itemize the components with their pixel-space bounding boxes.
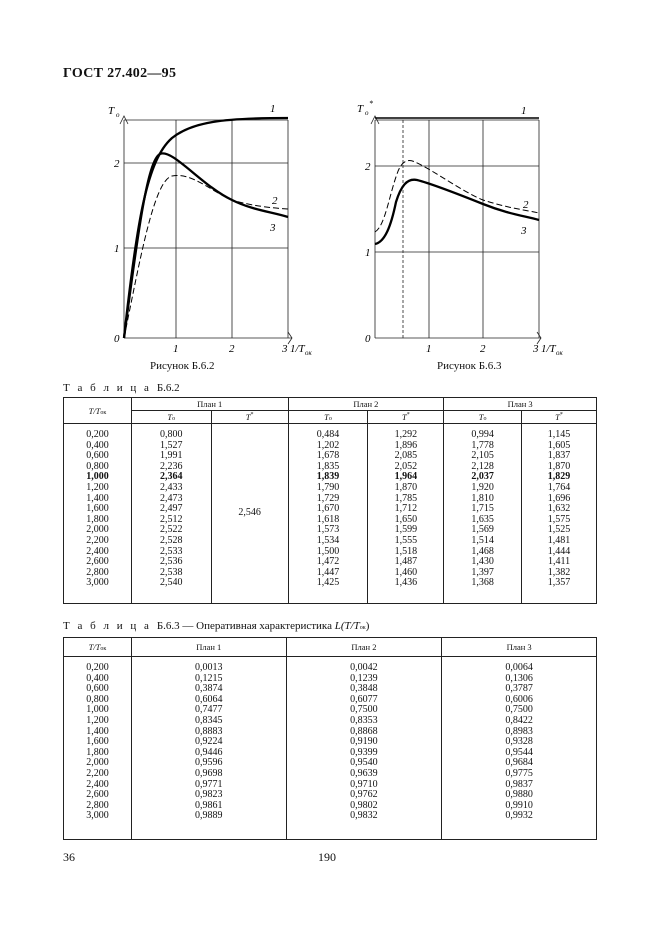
table-b63-ratio-cell: 1,200 (86, 714, 109, 726)
table-b63-plan2-cell: 0,7500 (350, 704, 378, 716)
table-b62-sub-tstar: T* (211, 411, 288, 424)
table-b63-ratio-cell: 0,600 (86, 683, 109, 695)
table-b62-plan2-tstar-cell: 1,896 (394, 439, 418, 451)
table-b62-plan3-t-cell: 1,569 (471, 524, 494, 536)
table-b62-plan1-t-cell: 1,991 (160, 450, 183, 462)
table-b62-plan3-tstar-cell: 1,357 (547, 577, 571, 589)
table-b63-plan2-cell: 0,6077 (350, 693, 378, 705)
table-b62-plan1-t-cell: 2,533 (160, 545, 183, 557)
table-b63-plan3-cell: 0,3787 (505, 683, 533, 695)
table-b63-plan3-cell: 0,9880 (505, 789, 533, 801)
fig1-ylabel: T (108, 105, 115, 117)
table-b63-plan2-cell: 0,9762 (350, 789, 378, 801)
table-b62-plan2-tstar-cell: 1,650 (394, 513, 418, 525)
table-b63-plan2-cell: 0,9639 (350, 767, 378, 779)
table-b63-plan3-cell: 0,9684 (505, 757, 533, 769)
table-b63-plan1-cell: 0,0013 (194, 662, 223, 673)
table-b62-plan2-tstar-cell: 1,785 (394, 492, 418, 504)
table-b63-ratio-header: T/Tок (64, 638, 132, 657)
table-b63-plan3-cell: 0,9775 (505, 767, 533, 779)
table-b62-plan2-t-cell: 1,534 (316, 534, 340, 546)
table-b62-col-plan3-tstar (522, 424, 597, 604)
fig1-xlabel: 1/T (290, 343, 305, 355)
fig2-xlabel-sub: ок (556, 349, 563, 357)
table-b63-ratio-cell: 1,000 (86, 704, 109, 716)
table-b63-ratio-cell: 0,800 (86, 693, 109, 705)
fig1-xtick-1: 1 (173, 343, 179, 355)
table-b62-plan2-tstar-cell: 1,518 (394, 545, 418, 557)
table-b62-plan2-tstar-cell: 1,292 (394, 429, 418, 440)
table-b62-col-plan1-t (131, 424, 211, 604)
table-b63-title-func-sub: ок (359, 625, 366, 631)
table-b62-plan3-tstar-cell: 1,696 (547, 492, 571, 504)
table-b63-plan1-cell: 0,9889 (194, 810, 223, 822)
table-b63-plan1-cell: 0,3874 (194, 683, 223, 695)
table-b62-ratio-cell: 2,400 (86, 545, 109, 557)
page-number-left: 36 (63, 850, 75, 864)
table-b62-plan2-tstar-cell: 1,599 (394, 524, 418, 536)
table-b62-plan3-tstar-cell: 1,481 (547, 534, 571, 546)
table-b63-title-func: L(T/T (334, 620, 360, 632)
figure-b63 (357, 99, 563, 357)
table-b63-plan3-cell: 0,9837 (505, 778, 533, 790)
table-b63-title-number: Б.6.3 — Оперативная характеристика (156, 620, 335, 632)
table-b63-plan2-cell: 0,9832 (350, 810, 378, 822)
table-b62-plan1-t-cell: 2,540 (160, 577, 183, 589)
table-b63-plan1-cell: 0,9823 (194, 789, 223, 801)
table-b62-plan3-tstar-cell: 1,575 (547, 513, 571, 525)
table-b62-plan3-t-cell: 1,368 (471, 577, 494, 589)
table-b62-plan1-t-cell: 2,528 (160, 534, 183, 546)
page-number-center: 190 (318, 850, 336, 864)
table-b62-col-plan3-t (444, 424, 522, 604)
table-b63-ratio-cell: 2,200 (86, 767, 109, 779)
table-b62-plan1-t-cell: 2,473 (160, 492, 183, 504)
table-b62-plan3-t-cell: 1,778 (471, 439, 494, 451)
table-b63-ratio-cell: 1,600 (86, 736, 109, 748)
fig2-curve-label-2: 2 (523, 199, 529, 211)
table-b62-plan3-tstar-cell: 1,829 (547, 471, 571, 483)
fig2-ylabel: T (357, 103, 364, 115)
table-b63-col-ratio (64, 657, 132, 840)
fig1-ylabel-sub: o (116, 111, 120, 119)
table-b63-plan3-cell: 0,9544 (505, 746, 533, 758)
table-b63-plan3-cell: 0,8422 (505, 714, 533, 726)
table-b62-plan1-t-cell: 2,522 (160, 524, 183, 536)
table-b63-plan3-cell: 0,1306 (505, 672, 533, 684)
table-b62-plan3-t-cell: 1,397 (471, 566, 494, 578)
table-b63-plan1-cell: 0,6064 (194, 693, 223, 705)
table-b62-plan3-tstar-cell: 1,870 (547, 460, 571, 472)
fig1-xtick-2: 2 (229, 343, 235, 355)
table-b62-plan3-tstar-cell: 1,525 (547, 524, 571, 536)
table-b62-plan1-t-cell: 2,538 (160, 566, 183, 578)
table-b62-plan2-tstar-cell: 1,555 (394, 534, 418, 546)
fig2-curve-label-3: 3 (521, 225, 527, 237)
document-header: ГОСТ 27.402—95 (63, 66, 177, 81)
table-b62-plan3-t-cell: 0,994 (471, 429, 494, 440)
table-b63-plan2-cell: 0,8353 (350, 714, 378, 726)
table-b63-ratio-cell: 2,800 (86, 799, 109, 811)
table-b63-plan3-cell: 0,7500 (505, 704, 533, 716)
fig1-curve-label-2: 2 (272, 195, 278, 207)
table-b63-plan2-cell: 0,1239 (350, 672, 378, 684)
table-b62-plan3-t-cell: 1,635 (471, 513, 494, 525)
table-b63-plan1-cell: 0,8345 (194, 714, 223, 726)
table-b62-plan3-tstar-cell: 1,145 (547, 429, 571, 440)
table-b62-ratio-cell: 0,200 (86, 429, 109, 440)
table-b62-plan1-t-cell: 2,236 (160, 460, 183, 472)
figure-b62 (108, 100, 312, 357)
table-b62-plan2-t-cell: 1,202 (316, 439, 340, 451)
table-b62-ratio-cell: 0,800 (86, 460, 109, 472)
table-b63-ratio-cell: 3,000 (86, 810, 109, 822)
table-b63 (63, 637, 597, 840)
table-b62-col-plan2-t (288, 424, 368, 604)
table-b62-plan3-t-cell: 2,128 (471, 460, 494, 472)
table-b62-plan3-tstar-cell: 1,632 (547, 503, 571, 515)
fig2-xtick-1: 1 (426, 343, 432, 355)
table-b63-plan3-cell: 0,9910 (505, 799, 533, 811)
table-b62-col-ratio (64, 424, 132, 604)
table-b62-title (63, 382, 180, 394)
table-b63-plan2-cell: 0,9540 (350, 757, 378, 769)
table-b62-plan2-t-cell: 1,573 (316, 524, 340, 536)
table-b62-ratio-cell: 1,800 (86, 513, 109, 525)
table-b62-plan3-tstar-cell: 1,764 (547, 481, 571, 493)
table-b62-ratio-cell: 2,000 (86, 524, 109, 536)
fig2-ytick-2: 2 (365, 161, 371, 173)
table-b62-sub-tstar: T* (368, 411, 444, 424)
table-b62-ratio-cell: 1,200 (86, 481, 109, 493)
table-b62-plan2-tstar-cell: 1,487 (394, 556, 418, 568)
table-b63-plan1-cell: 0,9861 (194, 799, 223, 811)
table-b63-plan1-cell: 0,1215 (194, 672, 223, 684)
table-b62-plan1-t-cell: 1,527 (160, 439, 183, 451)
table-b62-plan2-t-cell: 0,484 (316, 429, 340, 440)
fig2-xtick-2: 2 (480, 343, 486, 355)
fig1-curve-label-3: 3 (270, 222, 276, 234)
table-b63-plan2-cell: 0,9190 (350, 736, 378, 748)
table-b63-col-plan1 (131, 657, 286, 840)
table-b62-plan2-t-cell: 1,670 (316, 503, 340, 515)
table-b62-ratio-cell: 1,600 (86, 503, 109, 515)
table-b63-plan1-cell: 0,8883 (194, 725, 223, 737)
table-b63-plan2-cell: 0,9802 (350, 799, 378, 811)
table-b62-ratio-header: T/Tок (64, 398, 132, 424)
table-b62-plan2-tstar-cell: 1,460 (394, 566, 418, 578)
fig1-ytick-0: 0 (114, 333, 120, 345)
table-b63-col-plan2 (286, 657, 442, 840)
table-b62-ratio-cell: 3,000 (86, 577, 109, 589)
table-b62-sub-t: Tо (444, 411, 522, 424)
table-b62-ratio-cell: 2,800 (86, 566, 109, 578)
table-b62-title-prefix: Т а б л и ц а (63, 382, 152, 394)
table-b62-plan2-t-cell: 1,425 (316, 577, 340, 589)
fig2-ylabel-sub: o (365, 109, 369, 117)
table-b63-plan3-header: План 3 (442, 638, 597, 657)
table-b62-plan2-tstar-cell: 1,436 (394, 577, 418, 589)
figure-b62-plot (108, 100, 312, 357)
table-b62-plan1-header: План 1 (131, 398, 288, 411)
table-b62-plan3-tstar-cell: 1,382 (547, 566, 571, 578)
figure-b62-caption: Рисунок Б.6.2 (150, 360, 215, 372)
table-b63-plan2-cell: 0,8868 (350, 725, 378, 737)
table-b62-plan2-tstar-cell: 2,085 (394, 450, 418, 462)
table-b62-plan2-t-cell: 1,839 (316, 471, 340, 483)
fig2-ylabel-sup: * (369, 99, 373, 108)
table-b62-plan3-tstar-cell: 1,411 (547, 556, 571, 568)
table-b62-plan2-t-cell: 1,678 (316, 450, 340, 462)
table-b63-plan1-cell: 0,9698 (194, 767, 223, 779)
table-b63-plan1-header: План 1 (131, 638, 286, 657)
table-b62-ratio-cell: 0,400 (86, 439, 109, 451)
figure-b63-plot (357, 99, 563, 357)
table-b63-plan3-cell: 0,9932 (505, 810, 533, 822)
table-b63-plan2-cell: 0,3848 (350, 683, 378, 695)
table-b62-plan2-t-cell: 1,447 (316, 566, 340, 578)
table-b63-plan1-cell: 0,9224 (194, 736, 223, 748)
table-b63-plan2-cell: 0,0042 (350, 662, 378, 673)
table-b63-col-plan3 (442, 657, 597, 840)
table-b62-col-plan2-tstar (368, 424, 444, 604)
fig1-ytick-1: 1 (114, 243, 120, 255)
table-b63-plan2-header: План 2 (286, 638, 442, 657)
table-b62-plan1-t-cell: 0,800 (160, 429, 183, 440)
fig1-ytick-2: 2 (114, 158, 120, 170)
fig2-ytick-1: 1 (365, 247, 371, 259)
table-b62-ratio-cell: 1,400 (86, 492, 109, 504)
table-b62-plan3-tstar-cell: 1,837 (547, 450, 571, 462)
table-b63-ratio-cell: 2,400 (86, 778, 109, 790)
table-b62-plan3-tstar-cell: 1,605 (547, 439, 571, 451)
table-b63-ratio-cell: 0,200 (86, 662, 109, 673)
table-b62-plan3-t-cell: 1,514 (471, 534, 494, 546)
table-b62-plan2-tstar-cell: 1,870 (394, 481, 418, 493)
fig2-curve-label-1: 1 (521, 105, 527, 117)
table-b62-plan3-t-cell: 2,037 (471, 471, 494, 483)
table-b63-title (63, 620, 369, 632)
table-b63-title-prefix: Т а б л и ц а (63, 620, 152, 632)
table-b62-sub-tstar: T* (522, 411, 597, 424)
table-b62-plan2-tstar-cell: 1,712 (394, 503, 418, 515)
table-b62-plan1-t-cell: 2,433 (160, 481, 183, 493)
table-b62-plan2-header: План 2 (288, 398, 444, 411)
table-b62-plan3-t-cell: 2,105 (471, 450, 494, 462)
table-b63-plan1-cell: 0,7477 (194, 704, 223, 716)
table-b62-plan2-t-cell: 1,500 (316, 545, 340, 557)
table-b62-plan3-header: План 3 (444, 398, 597, 411)
table-b62-plan3-t-cell: 1,920 (471, 481, 494, 493)
table-b62-plan2-tstar-cell: 1,964 (394, 471, 418, 483)
table-b62-ratio-cell: 0,600 (86, 450, 109, 462)
table-b62-plan2-t-cell: 1,835 (316, 460, 340, 472)
table-b63-plan2-cell: 0,9710 (350, 778, 378, 790)
fig2-xtick-3: 3 (533, 343, 539, 355)
table-b62-plan1-t-cell: 2,536 (160, 556, 183, 568)
table-b62-plan2-t-cell: 1,472 (316, 556, 340, 568)
table-b62-title-number: Б.6.2 (156, 382, 180, 394)
table-b62-plan2-t-cell: 1,790 (316, 481, 340, 493)
fig2-xlabel: 1/T (541, 343, 556, 355)
table-b62-plan3-t-cell: 1,430 (471, 556, 494, 568)
table-b63-plan3-cell: 0,9328 (505, 736, 533, 748)
table-b62-ratio-cell: 2,200 (86, 534, 109, 546)
table-b63-ratio-cell: 2,600 (86, 789, 109, 801)
fig1-xlabel-sub: ок (305, 349, 312, 357)
fig1-xtick-3: 3 (282, 343, 288, 355)
table-b63-plan3-cell: 0,8983 (505, 725, 533, 737)
table-b62-plan3-tstar-cell: 1,444 (547, 545, 571, 557)
fig1-curve-label-1: 1 (270, 103, 276, 115)
table-b62-plan2-t-cell: 1,618 (316, 513, 340, 525)
figure-b63-caption: Рисунок Б.6.3 (437, 360, 502, 372)
table-b62-plan3-t-cell: 1,468 (471, 545, 494, 557)
table-b63-ratio-cell: 1,400 (86, 725, 109, 737)
table-b62-plan2-tstar-cell: 2,052 (394, 460, 418, 472)
table-b62-ratio-cell: 1,000 (86, 471, 109, 483)
table-b63-plan2-cell: 0,9399 (350, 746, 378, 758)
table-b62-plan3-t-cell: 1,810 (471, 492, 494, 504)
table-b62-ratio-cell: 2,600 (86, 556, 109, 568)
table-b63-ratio-cell: 1,800 (86, 746, 109, 758)
table-b62-sub-t: Tо (131, 411, 211, 424)
table-b63-plan1-cell: 0,9596 (194, 757, 223, 769)
table-b63-plan1-cell: 0,9446 (194, 746, 223, 758)
table-b63-plan3-cell: 0,6006 (505, 693, 533, 705)
table-b63-plan1-cell: 0,9771 (194, 778, 223, 790)
table-b62-plan1-t-cell: 2,364 (160, 471, 183, 483)
table-b63-title-func-end: ) (365, 620, 370, 632)
table-b63-ratio-cell: 0,400 (86, 672, 109, 684)
table-b62-plan1-t-cell: 2,497 (160, 503, 183, 515)
fig2-ytick-0: 0 (365, 333, 371, 345)
table-b63-plan3-cell: 0,0064 (505, 662, 533, 673)
table-b62-col-plan1-tstar: 2,546 (211, 424, 288, 604)
table-b62-plan1-t-cell: 2,512 (160, 513, 183, 525)
table-b62-plan3-t-cell: 1,715 (471, 503, 494, 515)
table-b62 (63, 397, 597, 604)
table-b62-plan2-t-cell: 1,729 (316, 492, 340, 504)
table-b62-sub-t: Tо (288, 411, 368, 424)
table-b63-ratio-cell: 2,000 (86, 757, 109, 769)
